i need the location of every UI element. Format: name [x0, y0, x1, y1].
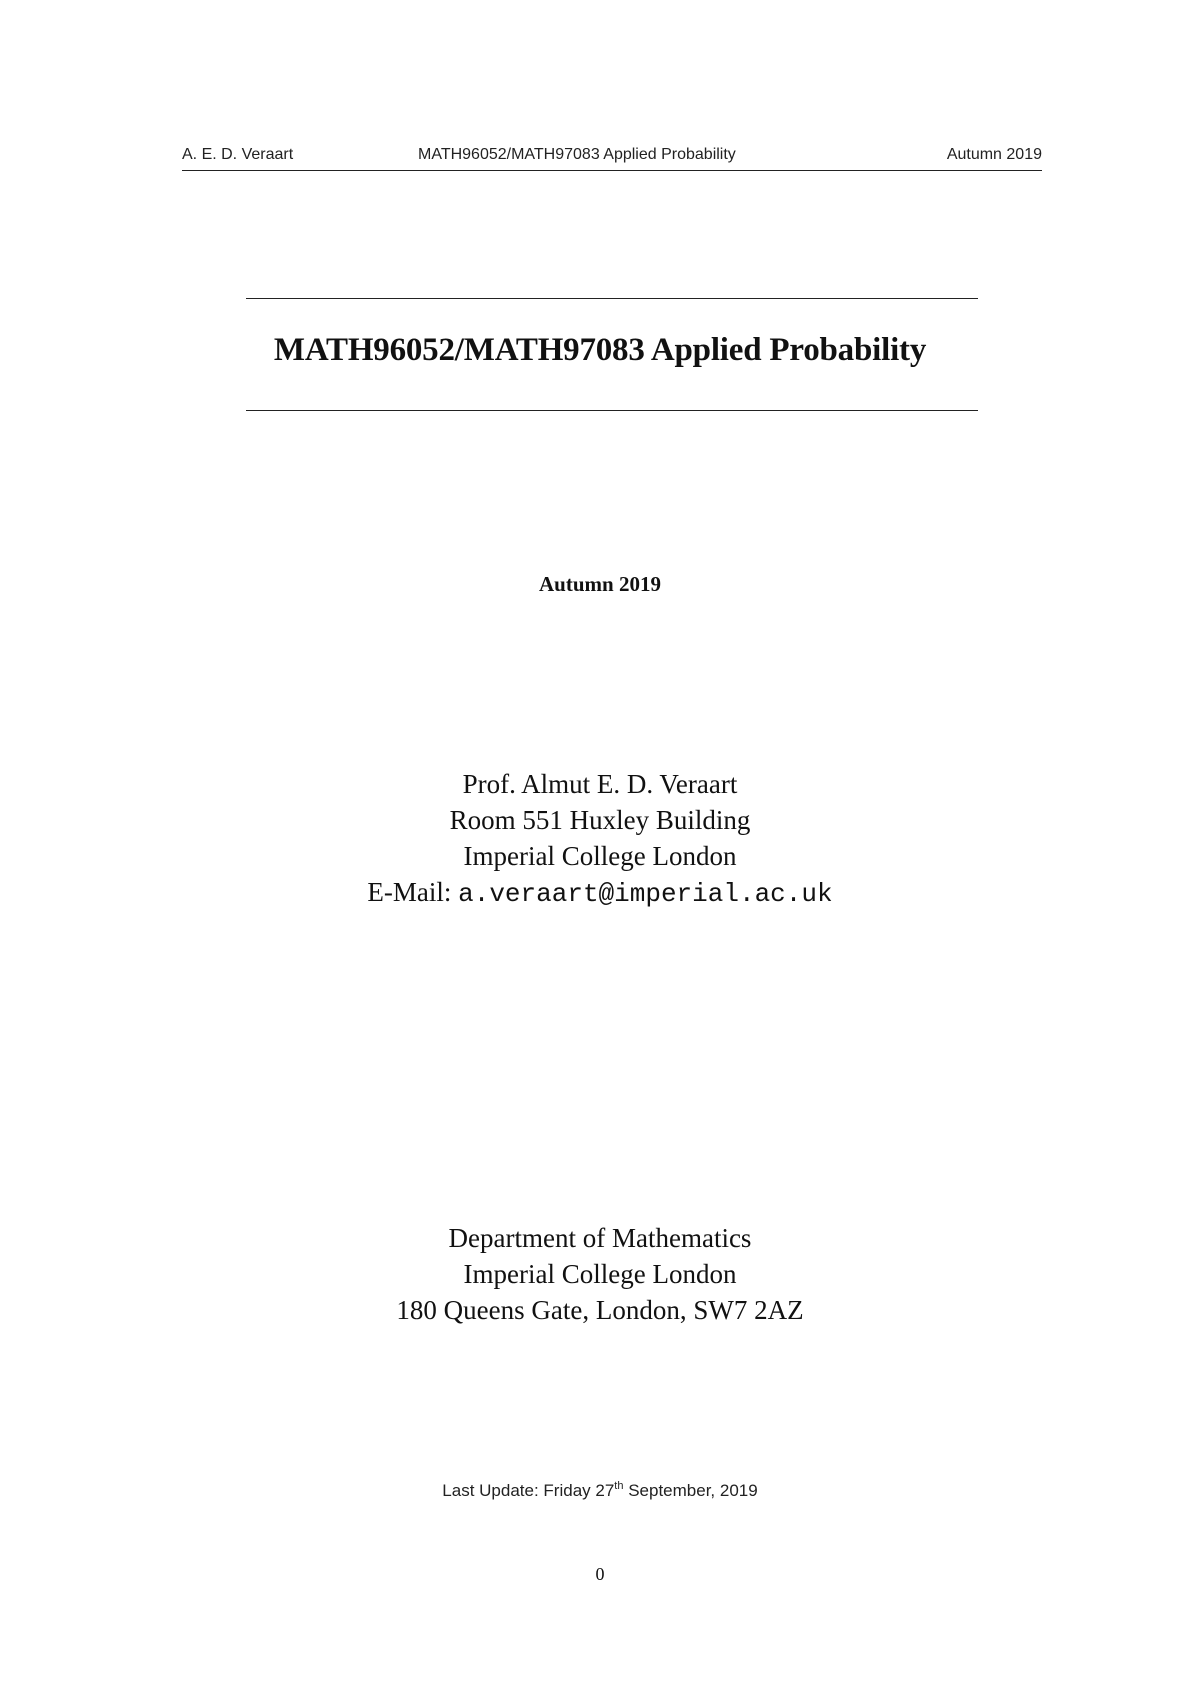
email-address[interactable]: a.veraart@imperial.ac.uk — [458, 879, 833, 909]
last-update — [0, 1480, 1200, 1501]
last-update-rest: September, 2019 — [628, 1481, 758, 1500]
department-name: Department of Mathematics — [448, 1223, 752, 1253]
department-block — [0, 1220, 1200, 1328]
term-label: Autumn 2019 — [539, 572, 661, 596]
last-update-suffix: th — [614, 1480, 624, 1492]
author-room: Room 551 Huxley Building — [449, 805, 751, 835]
last-update-label: Last Update: Friday 27 — [442, 1481, 615, 1500]
email-line — [0, 874, 1200, 912]
document-title: MATH96052/MATH97083 Applied Probability — [273, 332, 927, 368]
title-rule-bottom — [246, 410, 978, 411]
department-institution: Imperial College London — [463, 1259, 737, 1289]
author-name: Prof. Almut E. D. Veraart — [462, 769, 738, 799]
title-rule-top — [246, 298, 978, 299]
department-address: 180 Queens Gate, London, SW7 2AZ — [396, 1295, 804, 1325]
header-term: Autumn 2019 — [946, 146, 1042, 163]
header-author: A. E. D. Veraart — [182, 146, 294, 163]
author-institution: Imperial College London — [463, 841, 737, 871]
running-header — [182, 144, 1042, 171]
author-block — [0, 766, 1200, 912]
header-course: MATH96052/MATH97083 Applied Probability — [418, 146, 736, 163]
page-number: 0 — [595, 1564, 605, 1584]
email-label: E-Mail: — [367, 877, 452, 907]
